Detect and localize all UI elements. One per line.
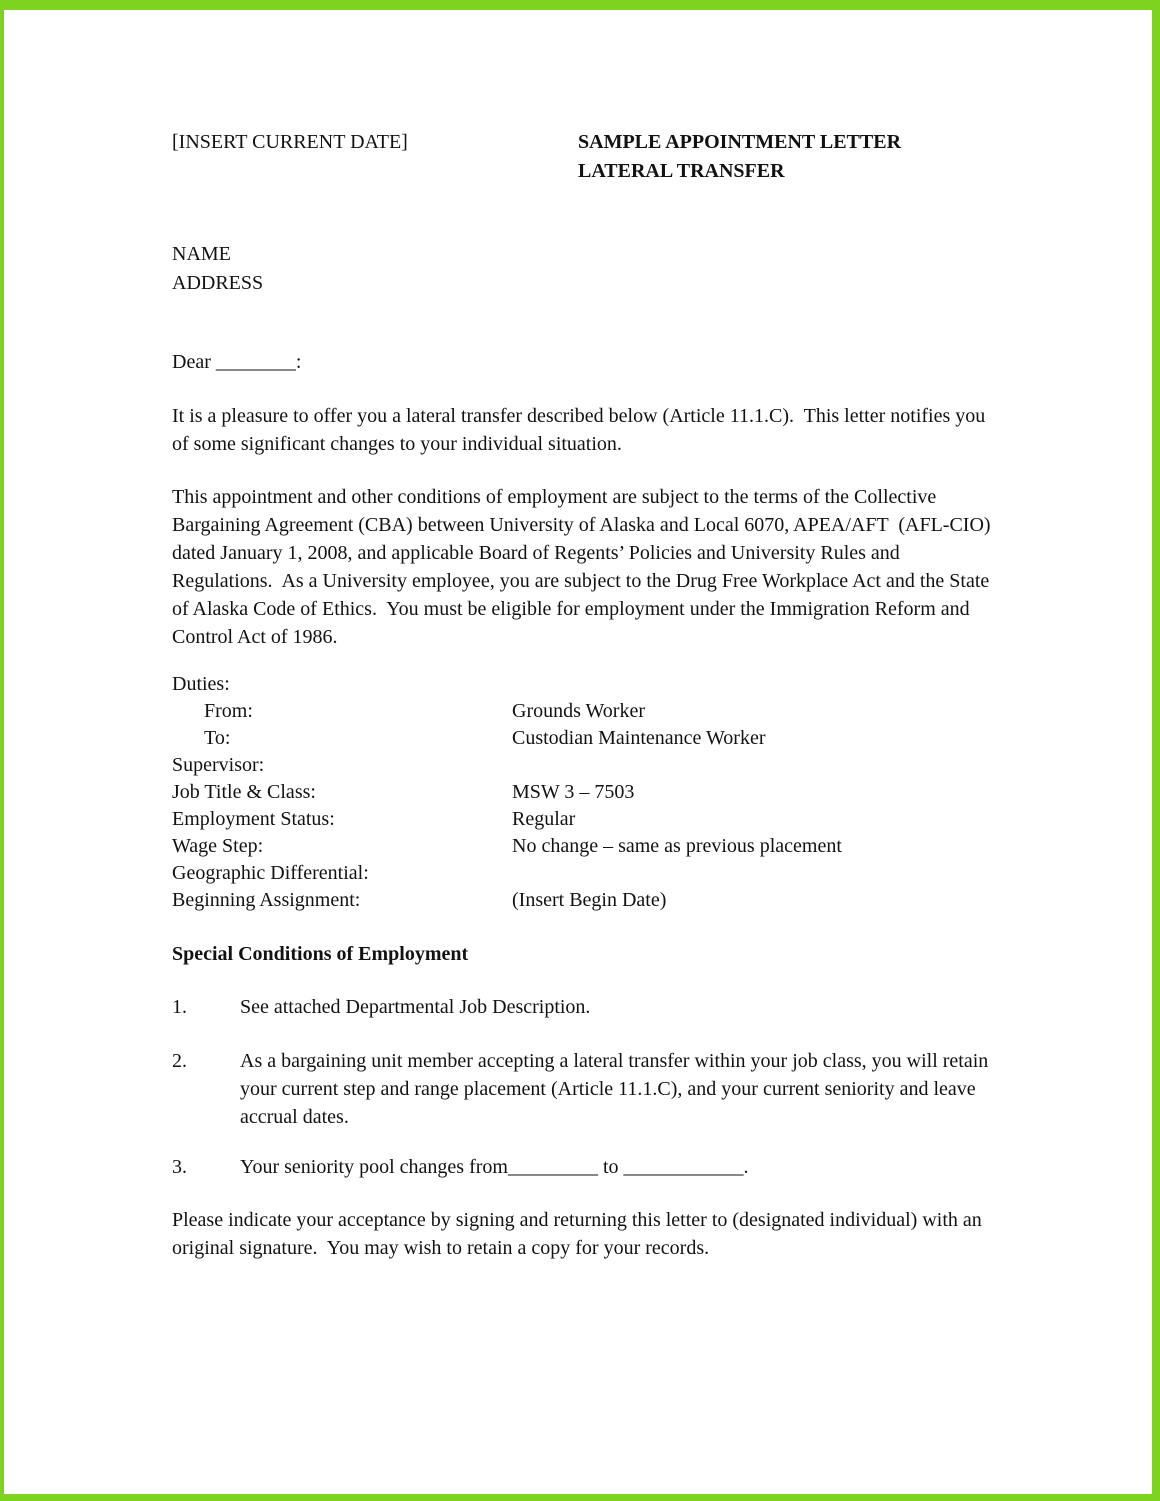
duty-value: Regular <box>512 808 576 830</box>
paragraph-terms: This appointment and other conditions of employment are subject to the terms of the Collective Bargaining Agreement (CBA) between University of Alaska and Local 6070, APEA/AFT (AFL-CIO) dated January 1, 2008, and applicable Board of Regents’ Policies and University Rules and Regulations. As a University employee, you are subject to the Drug Free Workplace Act and the State of Alaska Code of Ethics. You must be eligible for employment under the Immigration Reform and Control Act of 1986. <box>172 486 996 648</box>
duty-value: Grounds Worker <box>512 700 645 722</box>
duty-row-supervisor <box>172 752 992 779</box>
duty-value: Custodian Maintenance Worker <box>512 727 766 749</box>
paragraph-intro: It is a pleasure to offer you a lateral transfer described below (Article 11.1.C). This letter notifies you of some significant changes to your individual situation. <box>172 405 991 455</box>
letter-title <box>578 128 992 186</box>
duty-row-beginning-assignment <box>172 887 992 914</box>
condition-number: 2. <box>172 1050 187 1072</box>
duty-value <box>512 752 992 779</box>
duty-label: Job Title & Class: <box>172 781 316 803</box>
letter-title-line2: LATERAL TRANSFER <box>578 160 785 182</box>
duty-row-to <box>172 725 992 752</box>
duty-value: MSW 3 – 7503 <box>512 781 635 803</box>
condition-text: As a bargaining unit member accepting a lateral transfer within your job class, you will retain your current step and range placement (Article 11.1.C), and your current seniority and leave accrual dates. <box>240 1050 994 1128</box>
duty-row-from <box>172 698 992 725</box>
duty-value: (Insert Begin Date) <box>512 889 667 911</box>
duties-heading: Duties: <box>172 673 230 695</box>
letter-header <box>172 128 992 186</box>
recipient-address: ADDRESS <box>172 272 264 294</box>
salutation: Dear ________: <box>172 351 302 373</box>
recipient-name: NAME <box>172 243 231 265</box>
duty-label: From: <box>204 700 253 722</box>
duties-section <box>172 671 992 914</box>
duty-label: Beginning Assignment: <box>172 889 361 911</box>
recipient-block <box>172 240 992 298</box>
duty-label: Supervisor: <box>172 754 265 776</box>
duty-row-wage-step <box>172 833 992 860</box>
duty-label: To: <box>204 727 231 749</box>
duty-label: Geographic Differential: <box>172 862 369 884</box>
closing-paragraph: Please indicate your acceptance by signing and returning this letter to (designated individual) with an original signature. You may wish to retain a copy for your records. <box>172 1209 987 1259</box>
duty-value: No change – same as previous placement <box>512 835 842 857</box>
date-placeholder: [INSERT CURRENT DATE] <box>172 131 408 153</box>
duty-label: Wage Step: <box>172 835 264 857</box>
condition-number: 3. <box>172 1156 187 1178</box>
letter-title-line1: SAMPLE APPOINTMENT LETTER <box>578 131 902 153</box>
condition-text: Your seniority pool changes from_________ to ____________. <box>240 1156 749 1178</box>
duty-row-job-title-class <box>172 779 992 806</box>
condition-text: See attached Departmental Job Description. <box>240 996 591 1018</box>
condition-item-2 <box>172 1047 992 1131</box>
duty-value <box>512 860 992 887</box>
duty-label: Employment Status: <box>172 808 335 830</box>
condition-number: 1. <box>172 996 187 1018</box>
letter-content <box>172 10 996 1262</box>
condition-item-3 <box>172 1153 992 1181</box>
special-conditions-heading: Special Conditions of Employment <box>172 943 469 965</box>
duty-row-employment-status <box>172 806 992 833</box>
duty-row-geographic-differential <box>172 860 992 887</box>
condition-item-1 <box>172 993 992 1021</box>
